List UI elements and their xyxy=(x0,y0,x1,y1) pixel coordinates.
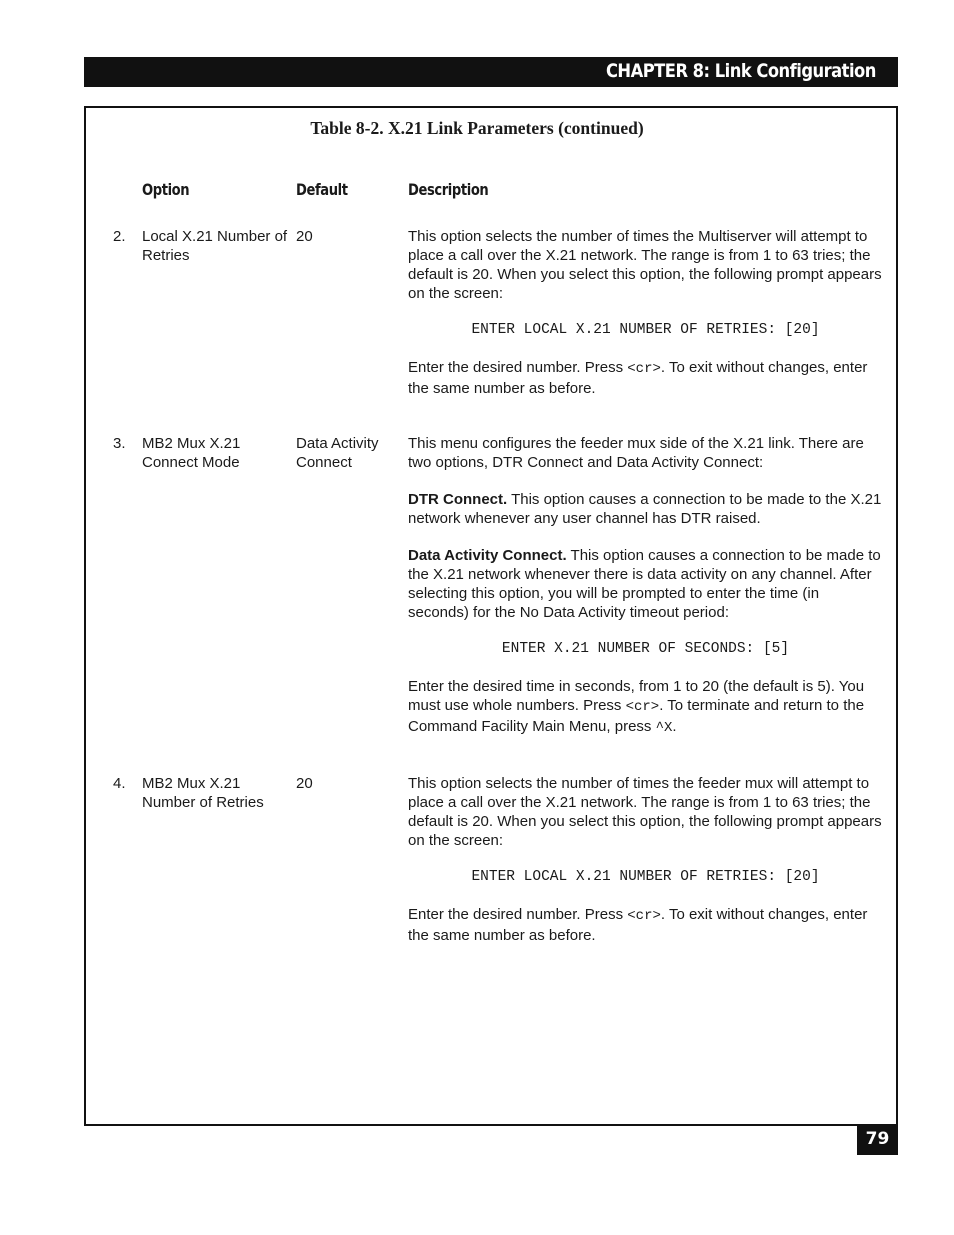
key-code: <cr> xyxy=(627,908,661,924)
option-label: Data Activity Connect. xyxy=(408,547,567,564)
page-number: 79 xyxy=(857,1125,898,1155)
column-header-description: Description xyxy=(408,180,489,199)
description-paragraph: This menu configures the feeder mux side of the X.21 link. There are two options, DTR Connect and Data Activity Connect: xyxy=(408,435,864,471)
table-title: Table 8-2. X.21 Link Parameters (continued) xyxy=(310,118,644,138)
text-run: Enter the desired number. Press xyxy=(408,359,628,376)
key-code: <cr> xyxy=(625,699,660,715)
row-option: Local X.21 Number of Retries xyxy=(142,228,288,264)
option-label: DTR Connect. xyxy=(408,491,508,508)
screen-prompt: ENTER LOCAL X.21 NUMBER OF RETRIES: [20] xyxy=(471,869,820,885)
description-paragraph xyxy=(408,546,883,622)
description-paragraph xyxy=(408,905,883,945)
row-option: MB2 Mux X.21 Connect Mode xyxy=(142,435,241,471)
row-number: 4. xyxy=(113,775,126,792)
text-run: This option causes a connection to be made to the X.21 network whenever there is data activity on any channel. After selecting this option, you will be prompted to enter the time (in seconds) for the No Data Activity timeout period: xyxy=(408,547,881,621)
text-run: . To exit without changes, enter the same number as before. xyxy=(408,359,868,397)
description-paragraph xyxy=(408,677,883,738)
text-run: Enter the desired number. Press xyxy=(408,906,628,923)
row-description xyxy=(408,434,883,738)
row-description xyxy=(408,227,883,398)
text-run: Enter the desired time in seconds, from 1 to 20 (the default is 5). You must use whole numbers. Press xyxy=(408,678,865,714)
chapter-title: CHAPTER 8: Link Configuration xyxy=(606,60,876,82)
description-paragraph xyxy=(408,358,883,398)
key-code: <cr> xyxy=(627,361,661,377)
row-default: 20 xyxy=(296,228,313,245)
row-description xyxy=(408,774,883,945)
chapter-header-bar xyxy=(84,57,898,87)
row-number: 2. xyxy=(113,228,126,245)
text-run: . To terminate and return to the Command Facility Main Menu, press xyxy=(408,697,865,735)
row-default: 20 xyxy=(296,775,313,792)
column-header-option: Option xyxy=(142,180,190,199)
text-run: . To exit without changes, enter the same number as before. xyxy=(408,906,868,944)
description-paragraph: This option selects the number of times the Multiserver will attempt to place a call over the X.21 network. The range is from 1 to 63 tries; the default is 20. When you select this option, the following prompt appears on the screen: xyxy=(408,228,882,302)
text-run: This option causes a connection to be made to the X.21 network whenever any user channel has DTR raised. xyxy=(408,491,882,527)
screen-prompt: ENTER LOCAL X.21 NUMBER OF RETRIES: [20] xyxy=(471,322,820,338)
row-number: 3. xyxy=(113,435,126,452)
screen-prompt: ENTER X.21 NUMBER OF SECONDS: [5] xyxy=(501,641,790,657)
description-paragraph: This option selects the number of times the feeder mux will attempt to place a call over the X.21 network. The range is from 1 to 63 tries; the default is 20. When you select this option, the following prompt appears on the screen: xyxy=(408,775,882,849)
column-header-default: Default xyxy=(296,180,348,199)
row-option: MB2 Mux X.21 Number of Retries xyxy=(142,775,264,811)
row-default: Data Activity Connect xyxy=(296,435,379,471)
description-paragraph xyxy=(408,490,883,528)
text-run: . xyxy=(672,718,677,735)
key-code: ^X xyxy=(655,720,673,736)
